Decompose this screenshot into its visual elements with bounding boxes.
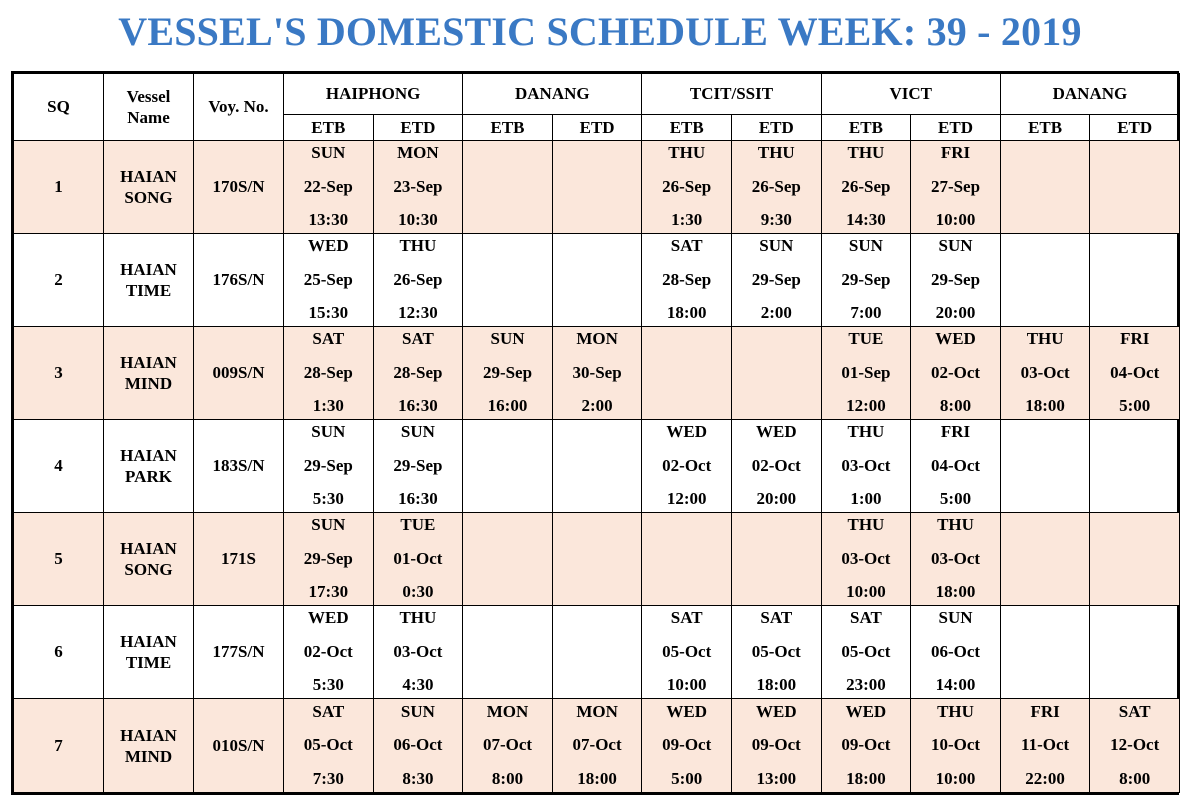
etb-cell — [1000, 141, 1090, 234]
slot-day: WED — [755, 701, 797, 721]
slot-time: 15:30 — [308, 303, 349, 322]
header-port-5: DANANG — [1000, 74, 1179, 115]
slot-date: 26-Sep — [662, 176, 712, 196]
slot-day: WED — [666, 422, 708, 441]
slot-time: 14:30 — [846, 210, 886, 229]
etd-cell — [732, 513, 822, 606]
slot-date: 03-Oct — [841, 548, 891, 568]
slot-day: THU — [847, 515, 885, 534]
slot-day: SUN — [490, 329, 525, 348]
slot-time: 16:00 — [487, 396, 528, 415]
vessel-name-line1: HAIAN — [120, 539, 177, 558]
slot-time: 10:00 — [666, 675, 707, 694]
slot-date: 02-Oct — [930, 362, 981, 382]
slot-date: 02-Oct — [751, 455, 801, 475]
slot-day: SUN — [311, 422, 346, 441]
slot-time: 8:00 — [491, 768, 524, 788]
etd-cell — [552, 234, 642, 327]
etd-cell — [911, 327, 1001, 420]
row-voy-no: 183S/N — [194, 420, 284, 513]
etb-cell — [463, 234, 553, 327]
header-sq: SQ — [14, 74, 104, 141]
header-etb: ETB — [821, 115, 911, 141]
row-voy-no: 177S/N — [194, 606, 284, 699]
slot-time: 12:00 — [666, 489, 707, 508]
etb-cell — [642, 699, 732, 793]
slot-day: MON — [576, 329, 618, 348]
etb-cell — [642, 327, 732, 420]
slot-day: WED — [307, 236, 349, 255]
slot-day: SAT — [670, 236, 703, 255]
header-vessel-name — [104, 74, 194, 141]
slot-date: 29-Sep — [303, 548, 353, 568]
etd-cell — [1090, 699, 1180, 793]
slot-day: TUE — [848, 329, 884, 348]
slot-day: TUE — [400, 515, 436, 534]
row-voy-no: 010S/N — [194, 699, 284, 793]
etb-cell — [642, 141, 732, 234]
slot-date: 29-Sep — [841, 269, 891, 289]
slot-day: SAT — [760, 608, 793, 627]
etb-cell — [463, 420, 553, 513]
slot-day: FRI — [940, 422, 971, 441]
table-row — [14, 141, 1180, 234]
slot-day: WED — [845, 701, 887, 721]
vessel-name-line1: HAIAN — [120, 353, 177, 372]
header-etd: ETD — [911, 115, 1001, 141]
slot-time: 16:30 — [398, 396, 438, 415]
slot-date: 29-Sep — [482, 362, 533, 382]
header-etd: ETD — [732, 115, 822, 141]
row-vessel-name — [104, 234, 194, 327]
slot-date: 26-Sep — [751, 176, 801, 196]
slot-date: 26-Sep — [841, 176, 891, 196]
slot-date: 25-Sep — [303, 269, 353, 289]
header-port-4: VICT — [821, 74, 1000, 115]
slot-time: 18:00 — [577, 768, 617, 788]
slot-date: 30-Sep — [572, 362, 622, 382]
etd-cell — [732, 420, 822, 513]
row-vessel-name — [104, 699, 194, 793]
etd-cell — [373, 327, 463, 420]
row-voy-no: 171S — [194, 513, 284, 606]
slot-time: 0:30 — [402, 582, 434, 601]
etb-cell — [642, 513, 732, 606]
slot-time: 8:00 — [939, 396, 972, 415]
slot-date: 03-Oct — [841, 455, 891, 475]
slot-date: 10-Oct — [930, 735, 981, 754]
slot-day: MON — [576, 701, 618, 721]
slot-time: 4:30 — [402, 675, 434, 694]
slot-day: THU — [399, 236, 437, 255]
row-voy-no: 009S/N — [194, 327, 284, 420]
row-vessel-name — [104, 420, 194, 513]
slot-day: THU — [847, 143, 885, 162]
table-row — [14, 234, 1180, 327]
slot-date: 02-Oct — [303, 641, 353, 661]
etd-cell — [552, 513, 642, 606]
slot-date: 05-Oct — [751, 641, 801, 661]
slot-time: 18:00 — [756, 675, 797, 694]
etd-cell — [1090, 234, 1180, 327]
slot-day: SAT — [850, 608, 882, 627]
table-row — [14, 420, 1180, 513]
slot-date: 23-Sep — [393, 176, 443, 196]
vessel-name-line1: HAIAN — [120, 632, 177, 651]
etd-cell — [373, 513, 463, 606]
vessel-name-line2: MIND — [124, 374, 173, 393]
etd-cell — [373, 234, 463, 327]
etd-cell — [1090, 141, 1180, 234]
row-vessel-name — [104, 141, 194, 234]
row-sq: 7 — [14, 699, 104, 793]
slot-date: 09-Oct — [751, 735, 801, 754]
etd-cell — [373, 699, 463, 793]
slot-time: 5:00 — [1119, 396, 1151, 415]
etb-cell — [821, 606, 911, 699]
slot-date: 26-Sep — [393, 269, 443, 289]
slot-date: 29-Sep — [930, 269, 981, 289]
slot-date: 07-Oct — [482, 735, 533, 754]
slot-day: THU — [399, 608, 437, 627]
row-sq: 3 — [14, 327, 104, 420]
etb-cell — [821, 141, 911, 234]
table-header — [14, 74, 1180, 141]
row-vessel-name — [104, 513, 194, 606]
slot-day: SUN — [311, 515, 346, 534]
slot-time: 23:00 — [846, 675, 886, 694]
etd-cell — [911, 606, 1001, 699]
slot-date: 06-Oct — [393, 735, 443, 754]
slot-time: 5:30 — [312, 675, 344, 694]
etd-cell — [732, 234, 822, 327]
vessel-name-line1: HAIAN — [120, 446, 177, 465]
etb-cell — [463, 327, 553, 420]
slot-date: 05-Oct — [662, 641, 712, 661]
etd-cell — [552, 420, 642, 513]
etd-cell — [732, 606, 822, 699]
slot-day: SAT — [670, 608, 703, 627]
slot-date: 05-Oct — [303, 735, 353, 754]
etb-cell — [284, 606, 374, 699]
etb-cell — [284, 513, 374, 606]
slot-date: 28-Sep — [303, 362, 353, 382]
etd-cell — [911, 234, 1001, 327]
etd-cell — [1090, 327, 1180, 420]
slot-date: 12-Oct — [1110, 735, 1160, 754]
vessel-name-line2: PARK — [125, 467, 172, 486]
etd-cell — [552, 606, 642, 699]
etb-cell — [463, 606, 553, 699]
slot-day: SUN — [938, 608, 973, 627]
slot-day: SAT — [312, 329, 345, 348]
slot-date: 29-Sep — [393, 455, 443, 475]
row-sq: 4 — [14, 420, 104, 513]
table-row — [14, 327, 1180, 420]
header-vessel-line1: Vessel — [126, 87, 171, 106]
slot-date: 04-Oct — [930, 455, 981, 475]
header-etd: ETD — [552, 115, 642, 141]
etb-cell — [463, 141, 553, 234]
vessel-name-line2: SONG — [124, 188, 173, 207]
row-vessel-name — [104, 327, 194, 420]
vessel-name-line2: TIME — [125, 281, 172, 300]
slot-day: WED — [935, 329, 976, 348]
row-sq: 5 — [14, 513, 104, 606]
etb-cell — [284, 420, 374, 513]
slot-date: 09-Oct — [662, 735, 712, 754]
slot-time: 14:00 — [935, 675, 976, 694]
slot-date: 03-Oct — [930, 548, 981, 568]
slot-day: SUN — [400, 701, 435, 721]
slot-time: 18:00 — [1025, 396, 1065, 415]
etd-cell — [1090, 420, 1180, 513]
row-vessel-name — [104, 606, 194, 699]
etd-cell — [1090, 606, 1180, 699]
slot-day: MON — [486, 701, 529, 721]
etb-cell — [1000, 513, 1090, 606]
slot-time: 5:30 — [312, 489, 344, 508]
etb-cell — [284, 699, 374, 793]
header-etb: ETB — [642, 115, 732, 141]
slot-time: 13:00 — [756, 768, 797, 788]
slot-date: 11-Oct — [1021, 735, 1070, 754]
slot-day: WED — [307, 608, 349, 627]
vessel-name-line1: HAIAN — [120, 725, 177, 745]
slot-time: 10:00 — [935, 210, 976, 229]
etb-cell — [1000, 420, 1090, 513]
slot-date: 07-Oct — [572, 735, 622, 754]
table-body — [14, 141, 1180, 793]
header-port-1: HAIPHONG — [284, 74, 463, 115]
slot-time: 5:00 — [939, 489, 972, 508]
header-voy-no: Voy. No. — [194, 74, 284, 141]
slot-day: SUN — [848, 236, 883, 255]
slot-time: 5:00 — [671, 768, 703, 788]
slot-time: 7:30 — [312, 768, 344, 788]
etd-cell — [911, 141, 1001, 234]
slot-date: 28-Sep — [393, 362, 443, 382]
slot-day: THU — [937, 515, 974, 534]
etb-cell — [821, 699, 911, 793]
slot-time: 8:00 — [1119, 768, 1151, 788]
schedule-sheet — [11, 71, 1179, 795]
slot-day: WED — [755, 422, 797, 441]
slot-date: 06-Oct — [930, 641, 981, 661]
row-sq: 2 — [14, 234, 104, 327]
vessel-name-line2: MIND — [124, 746, 173, 766]
page-title: VESSEL'S DOMESTIC SCHEDULE WEEK: 39 - 2019 — [118, 9, 1082, 54]
slot-date: 27-Sep — [930, 176, 981, 196]
etd-cell — [732, 141, 822, 234]
slot-day: SAT — [312, 701, 345, 721]
slot-date: 09-Oct — [841, 735, 891, 754]
slot-time: 2:00 — [760, 303, 792, 322]
etb-cell — [821, 420, 911, 513]
slot-day: FRI — [1030, 701, 1060, 721]
header-etb: ETB — [284, 115, 374, 141]
header-port-2: DANANG — [463, 74, 642, 115]
slot-day: THU — [1026, 329, 1064, 348]
slot-time: 16:30 — [398, 489, 438, 508]
etb-cell — [642, 420, 732, 513]
slot-time: 17:30 — [308, 582, 349, 601]
slot-time: 1:30 — [671, 210, 703, 229]
slot-time: 10:00 — [935, 768, 976, 788]
slot-day: SAT — [401, 329, 434, 348]
slot-time: 12:30 — [398, 303, 438, 322]
slot-date: 01-Sep — [841, 362, 891, 382]
header-etb: ETB — [1000, 115, 1090, 141]
row-sq: 1 — [14, 141, 104, 234]
slot-day: FRI — [1120, 329, 1150, 348]
etb-cell — [463, 699, 553, 793]
slot-date: 02-Oct — [662, 455, 712, 475]
slot-time: 20:00 — [935, 303, 976, 322]
etd-cell — [911, 513, 1001, 606]
etb-cell — [821, 234, 911, 327]
slot-time: 10:00 — [846, 582, 886, 601]
etd-cell — [373, 606, 463, 699]
slot-time: 13:30 — [308, 210, 349, 229]
slot-date: 28-Sep — [662, 269, 712, 289]
slot-time: 12:00 — [846, 396, 886, 415]
vessel-name-line2: TIME — [125, 653, 172, 672]
slot-date: 22-Sep — [303, 176, 353, 196]
slot-time: 2:00 — [581, 396, 613, 415]
slot-time: 7:00 — [850, 303, 882, 322]
slot-day: THU — [757, 143, 795, 162]
vessel-name-line1: HAIAN — [120, 260, 177, 279]
etb-cell — [1000, 699, 1090, 793]
table-row — [14, 606, 1180, 699]
etb-cell — [642, 606, 732, 699]
row-voy-no: 170S/N — [194, 141, 284, 234]
slot-date: 29-Sep — [751, 269, 801, 289]
slot-time: 1:30 — [312, 396, 344, 415]
etb-cell — [1000, 327, 1090, 420]
slot-day: FRI — [940, 143, 971, 162]
header-port-3: TCIT/SSIT — [642, 74, 821, 115]
vessel-name-line1: HAIAN — [120, 167, 177, 186]
etd-cell — [552, 327, 642, 420]
slot-date: 03-Oct — [393, 641, 443, 661]
etd-cell — [911, 420, 1001, 513]
etb-cell — [284, 234, 374, 327]
slot-time: 9:30 — [760, 210, 792, 229]
slot-day: THU — [847, 422, 885, 441]
header-vessel-line2: Name — [127, 108, 170, 127]
slot-time: 20:00 — [756, 489, 797, 508]
slot-day: SUN — [938, 236, 973, 255]
table-row — [14, 699, 1180, 793]
header-etd: ETD — [373, 115, 463, 141]
slot-day: WED — [666, 701, 708, 721]
slot-time: 10:30 — [398, 210, 438, 229]
slot-time: 18:00 — [935, 582, 976, 601]
slot-date: 01-Oct — [393, 548, 443, 568]
etd-cell — [732, 699, 822, 793]
slot-time: 22:00 — [1025, 768, 1065, 788]
slot-date: 03-Oct — [1020, 362, 1070, 382]
slot-day: THU — [668, 143, 706, 162]
etd-cell — [732, 327, 822, 420]
row-voy-no: 176S/N — [194, 234, 284, 327]
header-etb: ETB — [463, 115, 553, 141]
etb-cell — [821, 327, 911, 420]
etb-cell — [1000, 606, 1090, 699]
etb-cell — [463, 513, 553, 606]
etb-cell — [821, 513, 911, 606]
slot-day: SAT — [1118, 701, 1151, 721]
slot-day: MON — [397, 143, 439, 162]
etd-cell — [552, 141, 642, 234]
etd-cell — [552, 699, 642, 793]
etd-cell — [1090, 513, 1180, 606]
slot-date: 04-Oct — [1110, 362, 1160, 382]
slot-day: SUN — [759, 236, 794, 255]
row-sq: 6 — [14, 606, 104, 699]
slot-time: 1:00 — [850, 489, 882, 508]
slot-date: 05-Oct — [841, 641, 891, 661]
etd-cell — [373, 420, 463, 513]
etb-cell — [1000, 234, 1090, 327]
table-row — [14, 513, 1180, 606]
slot-day: THU — [937, 701, 974, 721]
etd-cell — [911, 699, 1001, 793]
slot-time: 8:30 — [402, 768, 434, 788]
vessel-name-line2: SONG — [124, 560, 173, 579]
slot-date: 29-Sep — [303, 455, 353, 475]
etb-cell — [284, 141, 374, 234]
slot-time: 18:00 — [666, 303, 707, 322]
etd-cell — [373, 141, 463, 234]
slot-day: SUN — [311, 143, 346, 162]
header-etd: ETD — [1090, 115, 1180, 141]
etb-cell — [284, 327, 374, 420]
slot-time: 18:00 — [846, 768, 886, 788]
slot-day: SUN — [400, 422, 435, 441]
etb-cell — [642, 234, 732, 327]
schedule-table — [13, 73, 1180, 793]
